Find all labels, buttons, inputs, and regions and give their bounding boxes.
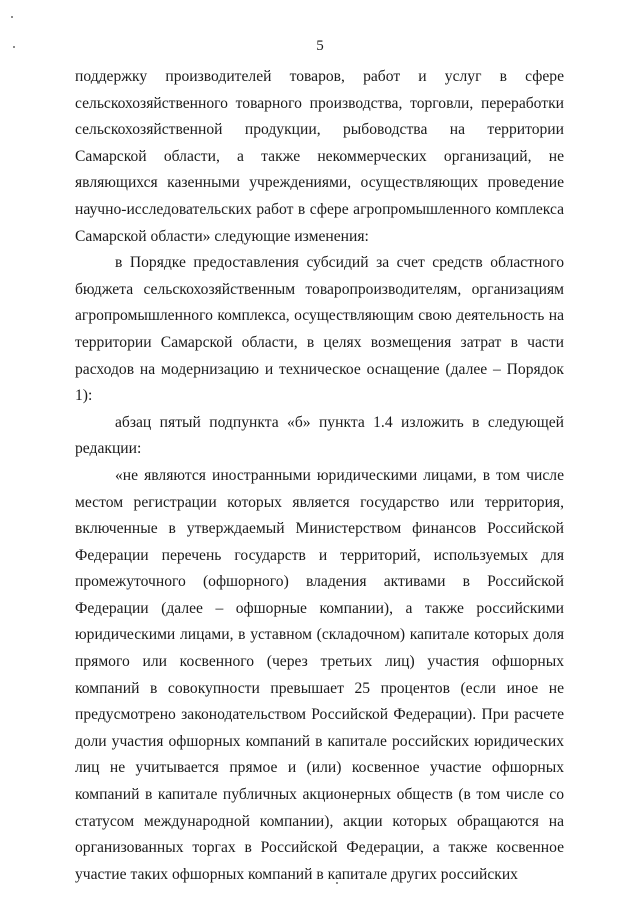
page-number: 5: [316, 38, 324, 54]
scan-speck: [11, 16, 13, 18]
paragraph: «не являются иностранными юридическими лицами, в том числе местом регистрации которых является государство или территория, включенные в утверждаемый Министерством финансов Российской Федерации перечень государств и территорий, используемых для промежуточного (офшорного) владения активами в Российской Федерации (далее – офшорные компании), а также российскими юридическими лицами, в уставном (складочном) капитале которых доля прямого или косвенного (через третьих лиц) участия офшорных компаний в совокупности превышает 25 процентов (если иное не предусмотрено законодательством Российской Федерации). При расчете доли участия офшорных компаний в капитале российских юридических лиц не учитывается прямое и (или) косвенное участие офшорных компаний в капитале публичных акционерных обществ (в том числе со статусом международной компании), акции которых обращаются на организованных торгах в Российской Федерации, а также косвенное участие таких офшорных компаний в капитале других российских: [75, 466, 564, 883]
paragraph: абзац пятый подпункта «б» пункта 1.4 изложить в следующей редакции:: [75, 413, 564, 458]
document-body: [75, 64, 564, 888]
paragraph: поддержку производителей товаров, работ и услуг в сфере сельскохозяйственного товарного производства, торговли, переработки сельскохозяйственной продукции, рыбоводства на территории Самарской области, а также некоммерческих организаций, не являющихся казенными учреждениями, осуществляющих проведение научно-исследовательских работ в сфере агропромышленного комплекса Самарской области» следующие изменения:: [75, 68, 564, 245]
paragraph: в Порядке предоставления субсидий за счет средств областного бюджета сельскохозяйственным товаропроизводителям, организациям агропромышленного комплекса, осуществляющим свою деятельность на территории Самарской области, в целях возмещения затрат в части расходов на модернизацию и техническое оснащение (далее – Порядок 1):: [75, 254, 564, 405]
